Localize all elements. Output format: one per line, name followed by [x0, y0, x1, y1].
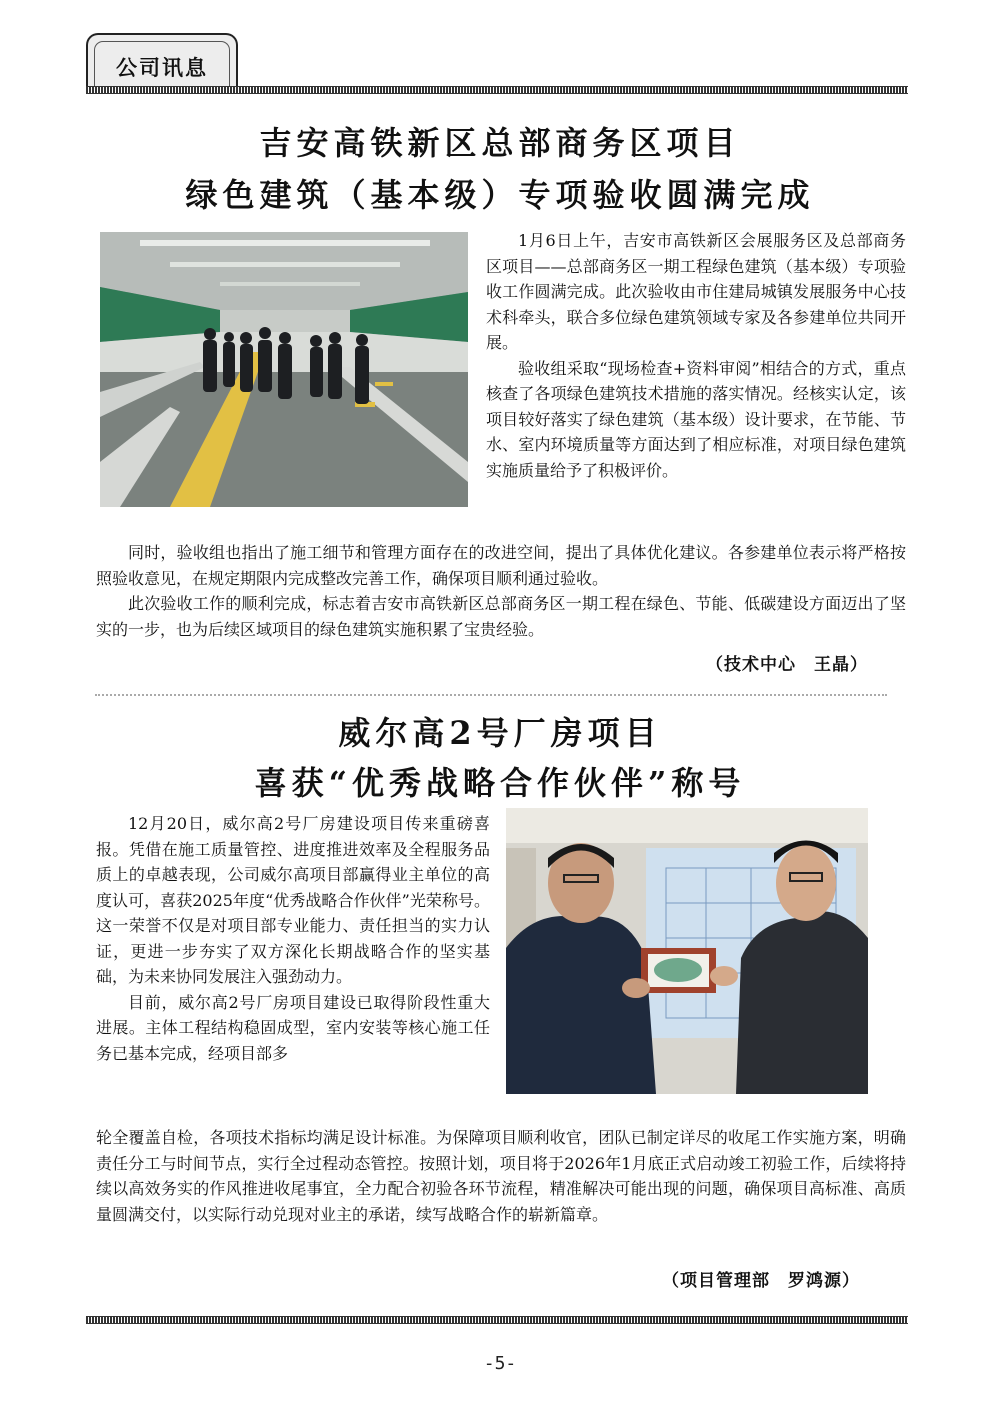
- article2-title-line1: 威尔高2号厂房项目: [338, 714, 662, 752]
- article1-paragraph2: 验收组采取“现场检查+资料审阅”相结合的方式，重点核查了各项绿色建筑技术措施的落实情况。经核实认定，该项目较好落实了绿色建筑（基本级）设计要求，在节能、节水、室内环境质量等方面达到了相应标准，对项目绿色建筑实施质量给予了积极评价。: [486, 358, 906, 480]
- bottom-rule: [86, 1316, 908, 1324]
- article2-paragraph2-start: 目前，威尔高2号厂房项目建设已取得阶段性重大进展。主体工程结构稳固成型，室内安装等核心施工任务已基本完成，经项目部多: [96, 992, 490, 1063]
- article1-title-line2: 绿色建筑（基本级）专项验收圆满完成: [185, 176, 815, 214]
- page-number: -5-: [483, 1353, 517, 1374]
- section-label: 公司讯息: [94, 41, 230, 91]
- article2-title-line2: 喜获“优秀战略合作伙伴”称号: [254, 764, 746, 802]
- article1-paragraph1: 1月6日上午，吉安市高铁新区会展服务区及总部商务区项目——总部商务区一期工程绿色建筑（基本级）专项验收工作圆满完成。此次验收由市住建局城镇发展服务中心技术科牵头，联合多位绿色建筑领域专家及各参建单位共同开展。: [486, 231, 906, 352]
- article2-left-block: [96, 811, 490, 1066]
- section-tab: [86, 33, 238, 91]
- article2-signature: （项目管理部 罗鸿源）: [662, 1271, 860, 1291]
- article1-paragraph3: 同时，验收组也指出了施工细节和管理方面存在的改进空间，提出了具体优化建议。各参建单位表示将严格按照验收意见，在规定期限内完成整改完善工作，确保项目顺利通过验收。: [96, 543, 906, 588]
- parking-garage-photo: [100, 232, 468, 507]
- top-rule: [86, 86, 908, 94]
- article2-paragraph1: 12月20日，威尔高2号厂房建设项目传来重磅喜报。凭借在施工质量管控、进度推进效率及全程服务品质上的卓越表现，公司威尔高项目部赢得业主单位的高度认可，喜获2025年度“优秀战略合作伙伴”光荣称号。这一荣誉不仅是对项目部专业能力、责任担当的实力认证，更进一步夯实了双方深化长期战略合作的坚实基础，为未来协同发展注入强劲动力。: [96, 814, 490, 986]
- article1-paragraph1-block: [486, 228, 906, 483]
- article2-paragraph2-end: 轮全覆盖自检，各项技术指标均满足设计标准。为保障项目顺利收官，团队已制定详尽的收尾工作实施方案，明确责任分工与时间节点，实行全过程动态管控。按照计划，项目将于2026年1月底正式启动竣工初验工作，后续将持续以高效务实的作风推进收尾事宜，全力配合初验各环节流程，精准解决可能出现的问题，确保项目高标准、高质量圆满交付，以实际行动兑现对业主的承诺，续写战略合作的崭新篇章。: [96, 1128, 906, 1224]
- article1-signature: （技术中心 王晶）: [706, 655, 868, 675]
- article1-title-line1: 吉安高铁新区总部商务区项目: [259, 124, 741, 162]
- article-separator: [95, 694, 887, 696]
- article1-paragraph4: 此次验收工作的顺利完成，标志着吉安市高铁新区总部商务区一期工程在绿色、节能、低碳建设方面迈出了坚实的一步，也为后续区域项目的绿色建筑实施积累了宝贵经验。: [96, 594, 906, 639]
- article2-bottom-block: [96, 1125, 906, 1227]
- article1-paragraph2-block: [96, 540, 906, 642]
- award-ceremony-photo: [506, 808, 868, 1094]
